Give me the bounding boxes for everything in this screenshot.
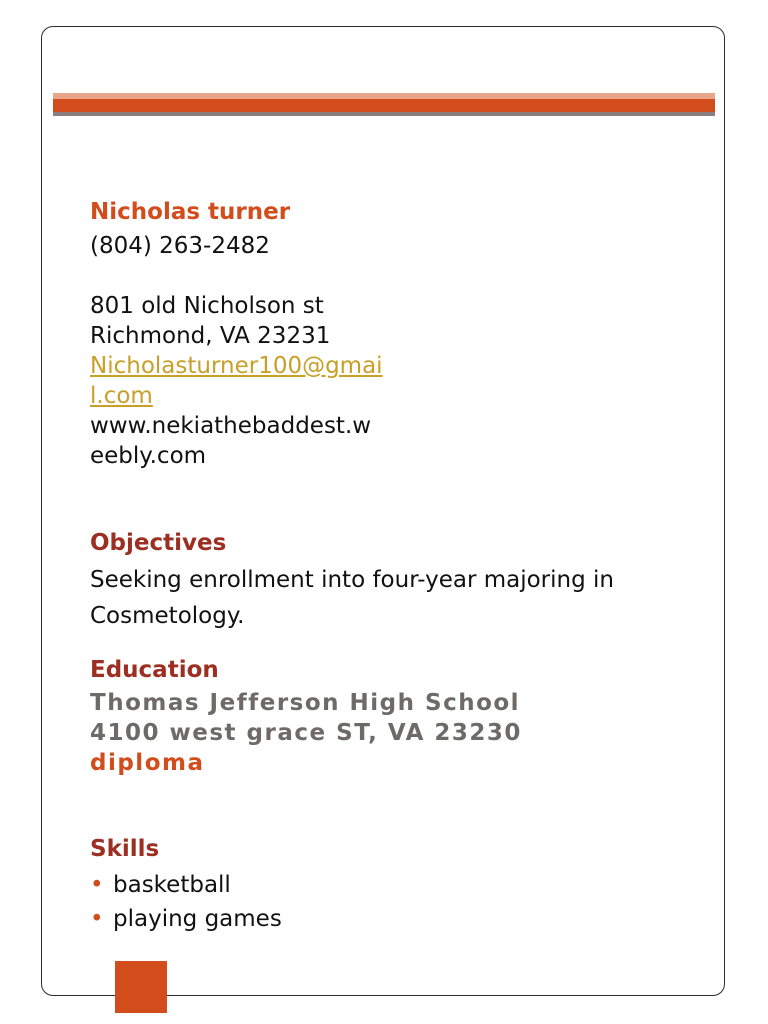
bullet-icon: • [90, 872, 104, 898]
phone-number: (804) 263-2482 [90, 233, 270, 259]
website-line-2: eebly.com [90, 443, 207, 469]
resume-name: Nicholas turner [90, 199, 291, 225]
bullet-icon: • [90, 906, 104, 932]
website-line-1: www.nekiathebaddest.w [90, 413, 372, 439]
list-item [90, 868, 282, 902]
objectives-heading: Objectives [90, 530, 227, 556]
education-block [90, 688, 522, 778]
corner-accent-block [115, 961, 167, 1013]
skill-label: basketball [113, 872, 231, 898]
list-item [90, 902, 282, 936]
email-line-2: l.com [90, 383, 153, 409]
education-heading: Education [90, 657, 219, 683]
contact-spacer [90, 261, 383, 291]
email-line-1: Nicholasturner100@gmai [90, 353, 383, 379]
email-link[interactable] [90, 353, 383, 409]
header-rule-shadow [53, 112, 715, 116]
school-address: 4100 west grace ST, VA 23230 [90, 720, 522, 746]
skills-heading: Skills [90, 836, 160, 862]
objectives-text: Seeking enrollment into four-year majoring in Cosmetology. [90, 567, 614, 629]
credential: diploma [90, 750, 205, 776]
contact-block [90, 231, 383, 471]
skills-list [90, 868, 282, 936]
skill-label: playing games [113, 906, 282, 932]
school-name: Thomas Jefferson High School [90, 690, 521, 716]
header-rule [53, 99, 715, 112]
address-line-1: 801 old Nicholson st [90, 293, 324, 319]
address-line-2: Richmond, VA 23231 [90, 323, 331, 349]
